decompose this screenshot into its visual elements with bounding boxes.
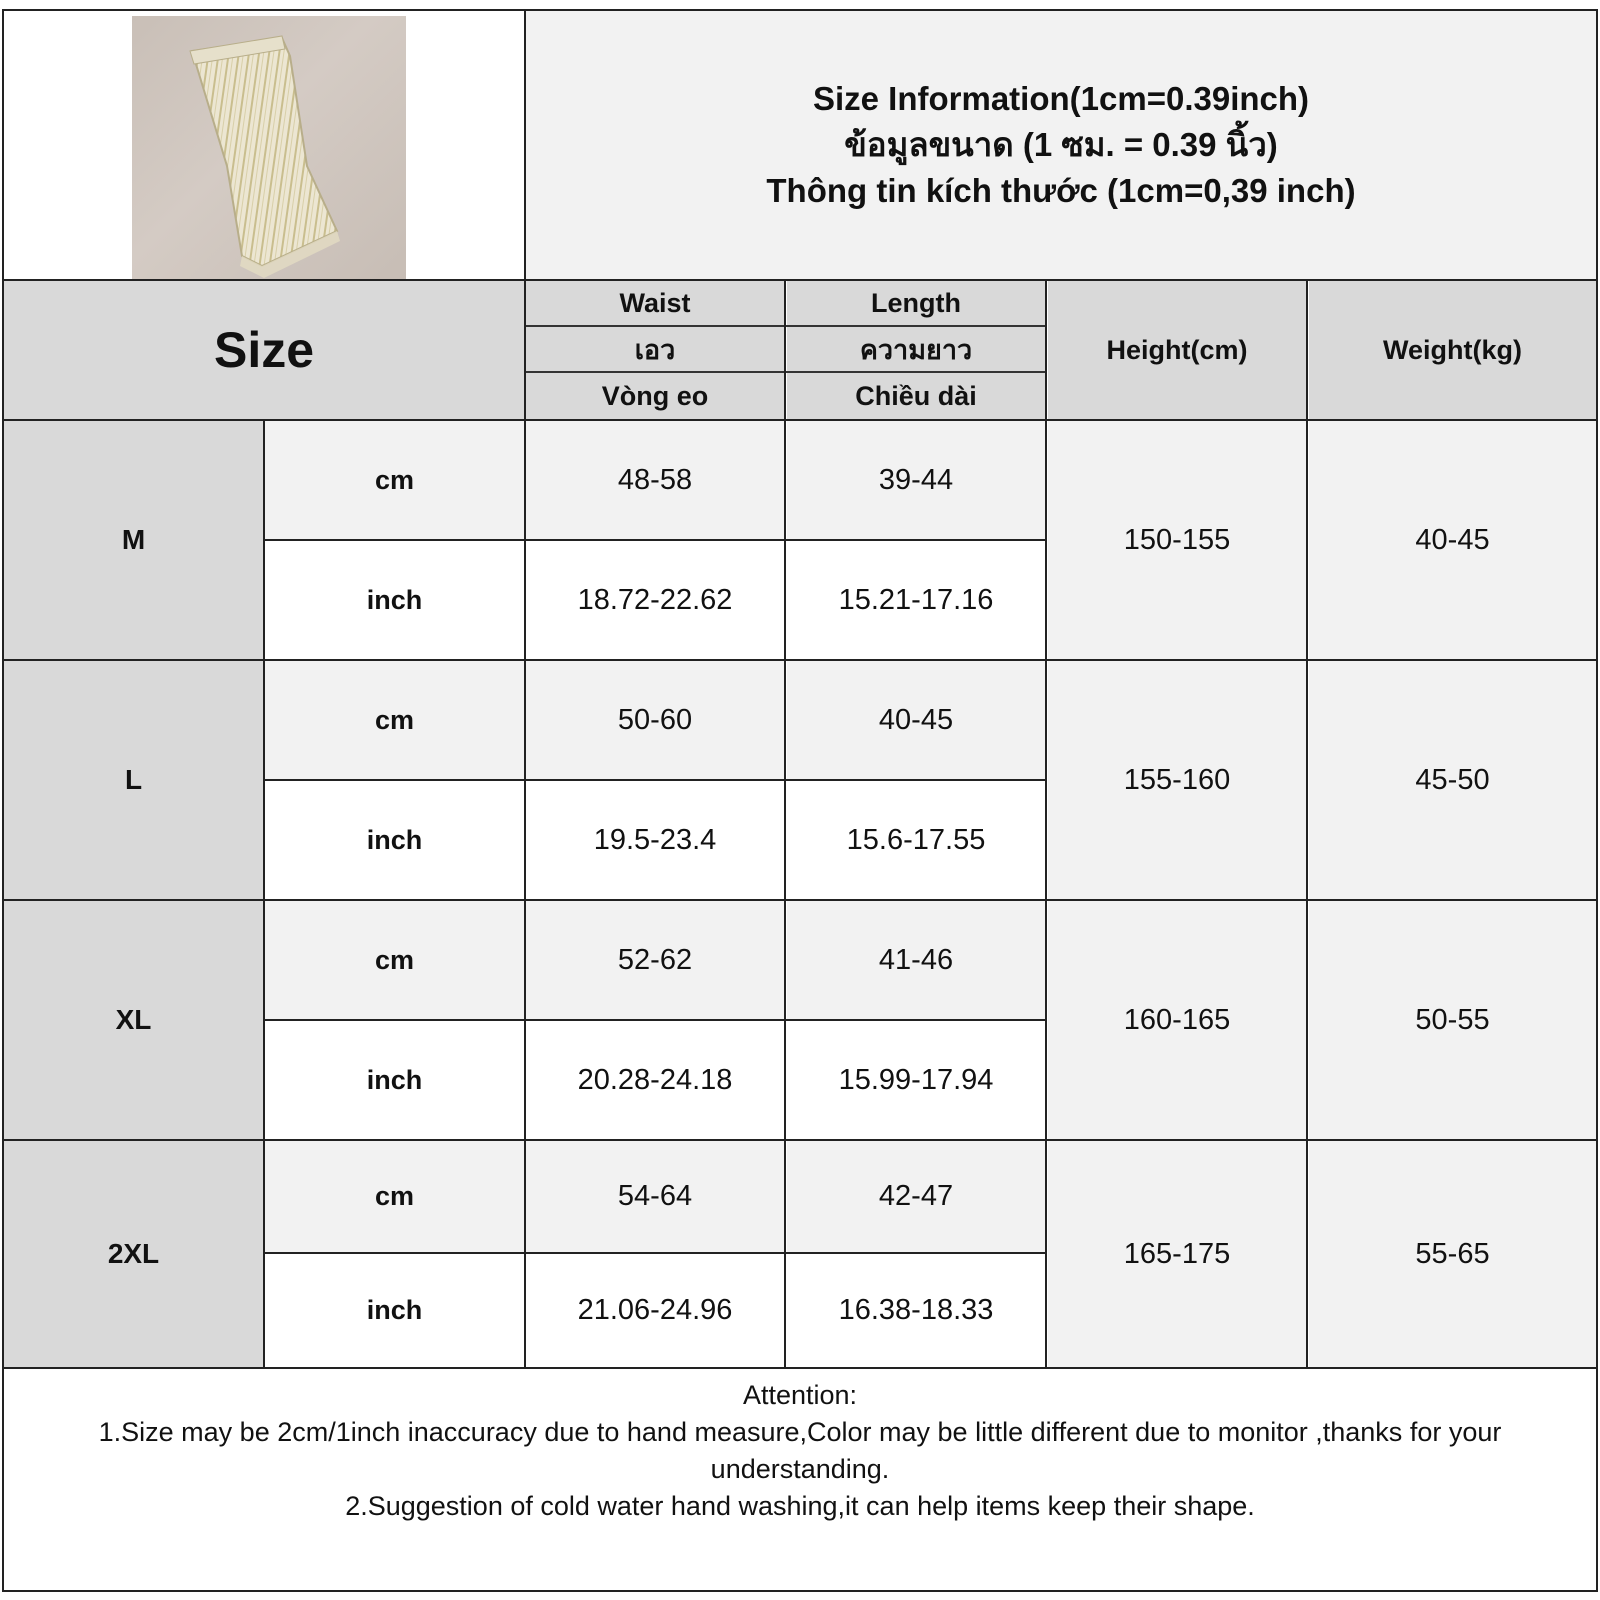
unit-cm: cm	[265, 661, 524, 779]
grid-line	[4, 899, 1596, 901]
waist-header-en: Waist	[526, 281, 784, 325]
unit-inch: inch	[265, 541, 524, 659]
waist-header-th: เอว	[526, 327, 784, 371]
grid-line	[4, 1139, 1596, 1141]
title-vietnamese: Thông tin kích thước (1cm=0,39 inch)	[766, 172, 1356, 209]
unit-inch: inch	[265, 781, 524, 899]
title-thai: ข้อมูลขนาด (1 ซม. = 0.39 นิ้ว)	[844, 126, 1278, 163]
product-photo	[132, 16, 406, 280]
waist-cm-2xl: 54-64	[526, 1141, 784, 1252]
waist-inch-xl: 20.28-24.18	[526, 1021, 784, 1139]
grid-line	[524, 11, 526, 1369]
length-header-en: Length	[787, 281, 1045, 325]
waist-inch-l: 19.5-23.4	[526, 781, 784, 899]
unit-cm: cm	[265, 421, 524, 539]
height-2xl: 165-175	[1048, 1141, 1306, 1367]
grid-line	[265, 1019, 1045, 1021]
size-label-2xl: 2XL	[4, 1141, 263, 1367]
attention-notes	[4, 1369, 1596, 1569]
length-inch-2xl: 16.38-18.33	[787, 1254, 1045, 1367]
weight-xl: 50-55	[1309, 901, 1596, 1139]
waist-cm-l: 50-60	[526, 661, 784, 779]
size-label-l: L	[4, 661, 263, 899]
length-inch-l: 15.6-17.55	[787, 781, 1045, 899]
unit-cm: cm	[265, 1141, 524, 1252]
height-xl: 160-165	[1048, 901, 1306, 1139]
weight-l: 45-50	[1309, 661, 1596, 899]
size-info-title	[526, 11, 1596, 279]
size-header: Size	[4, 281, 524, 419]
title-english: Size Information(1cm=0.39inch)	[812, 80, 1310, 117]
grid-line	[4, 1367, 1596, 1369]
grid-line	[1306, 279, 1308, 1369]
length-cm-xl: 41-46	[787, 901, 1045, 1019]
weight-2xl: 55-65	[1309, 1141, 1596, 1367]
grid-line	[4, 279, 1596, 281]
waist-inch-2xl: 21.06-24.96	[526, 1254, 784, 1367]
grid-line	[265, 539, 1045, 541]
attention-heading: Attention:	[742, 1380, 858, 1410]
size-chart	[2, 9, 1598, 1592]
weight-m: 40-45	[1309, 421, 1596, 659]
height-header: Height(cm)	[1048, 281, 1306, 419]
length-header-vi: Chiều dài	[787, 373, 1045, 419]
unit-cm: cm	[265, 901, 524, 1019]
length-inch-xl: 15.99-17.94	[787, 1021, 1045, 1139]
weight-header: Weight(kg)	[1309, 281, 1596, 419]
size-label-xl: XL	[4, 901, 263, 1139]
length-header-th: ความยาว	[787, 327, 1045, 371]
grid-line	[265, 1252, 1045, 1254]
shorts-image	[132, 16, 406, 280]
waist-cm-m: 48-58	[526, 421, 784, 539]
length-cm-2xl: 42-47	[787, 1141, 1045, 1252]
attention-note-1: 1.Size may be 2cm/1inch inaccuracy due to hand measure,Color may be little different due to monitor ,thanks for your understanding.	[98, 1417, 1502, 1484]
length-cm-m: 39-44	[787, 421, 1045, 539]
waist-cm-xl: 52-62	[526, 901, 784, 1019]
waist-header-vi: Vòng eo	[526, 373, 784, 419]
length-inch-m: 15.21-17.16	[787, 541, 1045, 659]
grid-line	[784, 279, 786, 1369]
grid-line	[4, 419, 1596, 421]
unit-inch: inch	[265, 1254, 524, 1367]
height-m: 150-155	[1048, 421, 1306, 659]
attention-note-2: 2.Suggestion of cold water hand washing,it can help items keep their shape.	[345, 1491, 1255, 1521]
grid-line	[1045, 279, 1047, 1369]
grid-line	[265, 779, 1045, 781]
size-label-m: M	[4, 421, 263, 659]
grid-line	[4, 659, 1596, 661]
waist-inch-m: 18.72-22.62	[526, 541, 784, 659]
unit-inch: inch	[265, 1021, 524, 1139]
height-l: 155-160	[1048, 661, 1306, 899]
grid-line	[263, 419, 265, 1369]
length-cm-l: 40-45	[787, 661, 1045, 779]
